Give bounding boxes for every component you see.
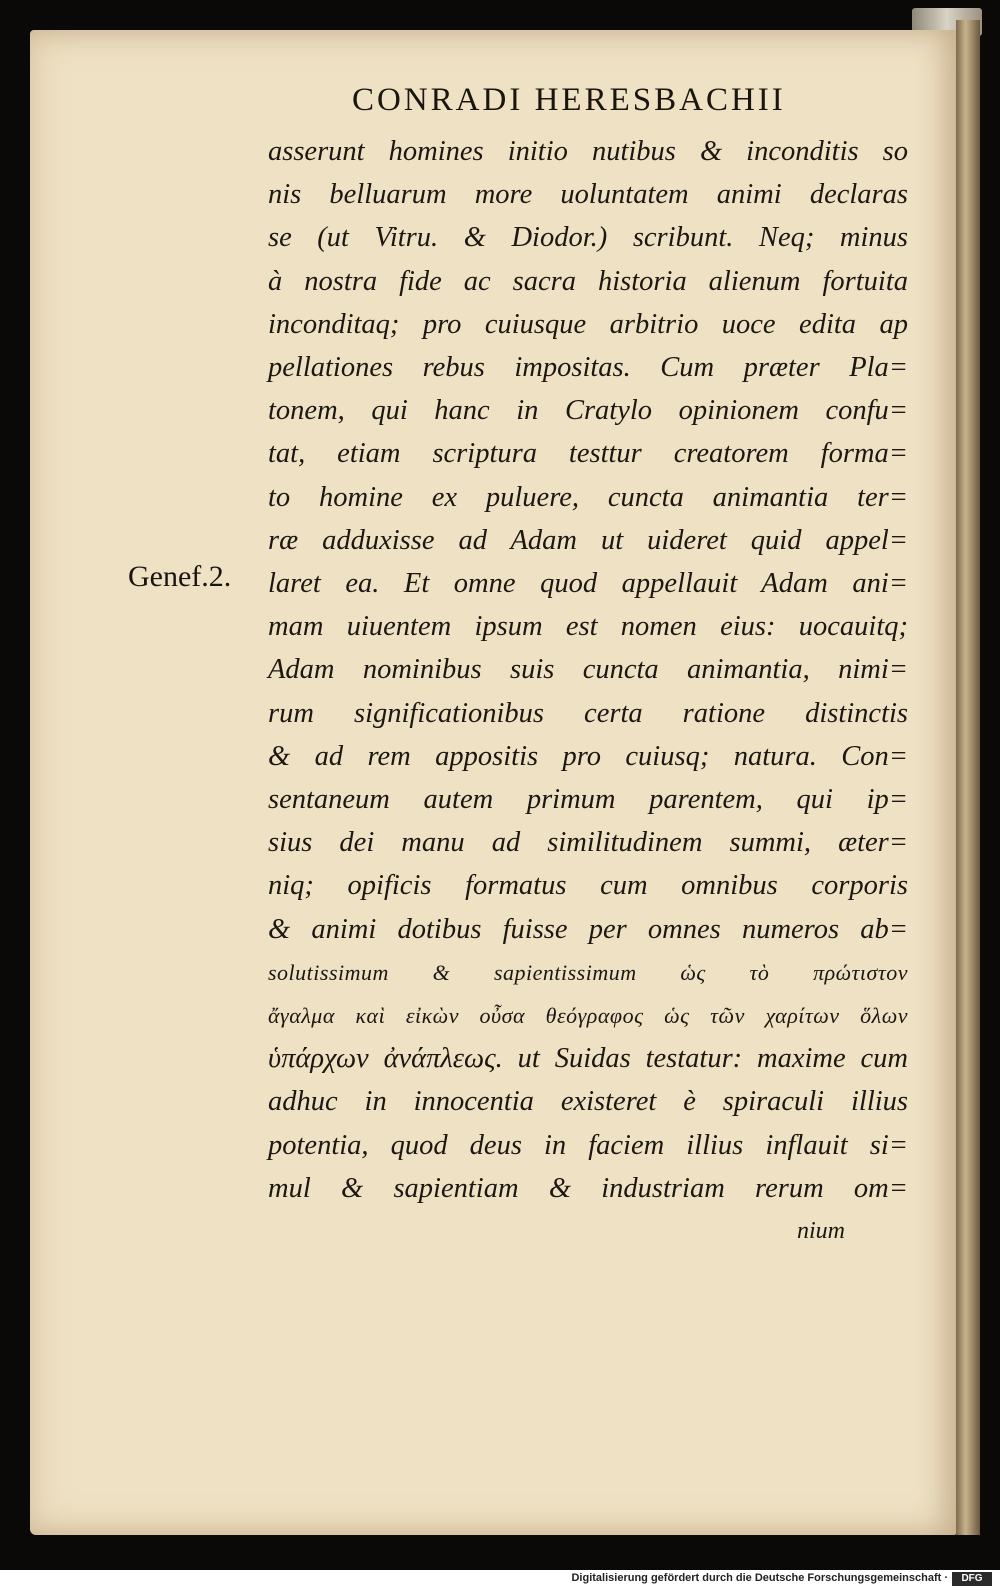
text-line: se (ut Vitru. & Diodor.) scribunt. Neq; minus xyxy=(268,222,908,254)
footer-bar xyxy=(0,1570,1000,1590)
dfg-logo: DFG xyxy=(952,1572,992,1586)
text-line: & animi dotibus fuisse per omnes numeros ab= xyxy=(268,913,908,945)
text-block xyxy=(268,130,908,1210)
text-line: niq; opificis formatus cum omnibus corporis xyxy=(268,870,908,902)
page-edge xyxy=(956,20,980,1535)
text-line: Adam nominibus suis cuncta animantia, nimi= xyxy=(268,654,908,686)
text-line: adhuc in innocentia existeret è spiraculi illius xyxy=(268,1086,908,1118)
text-line: pellationes rebus impositas. Cum præter Pla= xyxy=(268,352,908,384)
text-line: nis belluarum more uoluntatem animi declaras xyxy=(268,179,908,211)
text-line: sius dei manu ad similitudinem summi, æter= xyxy=(268,827,908,859)
funding-credit: Digitalisierung gefördert durch die Deutsche Forschungsgemeinschaft · xyxy=(571,1572,948,1584)
text-line: & ad rem appositis pro cuiusq; natura. Con= xyxy=(268,740,908,772)
text-line: sentaneum autem primum parentem, qui ip= xyxy=(268,784,908,816)
text-line: mul & sapientiam & industriam rerum om= xyxy=(268,1172,908,1204)
margin-note: Genef.2. xyxy=(128,560,232,593)
text-line: potentia, quod deus in faciem illius inflauit si= xyxy=(268,1129,908,1161)
text-line: to homine ex puluere, cuncta animantia ter= xyxy=(268,481,908,513)
text-line: mam uiuentem ipsum est nomen eius: uocauitq; xyxy=(268,611,908,643)
text-line: ræ adduxisse ad Adam ut uideret quid appel= xyxy=(268,524,908,556)
text-line: rum significationibus certa ratione distinctis xyxy=(268,697,908,729)
text-line: laret ea. Et omne quod appellauit Adam ani= xyxy=(268,568,908,600)
running-head: CONRADI HERESBACHII xyxy=(352,82,786,118)
text-line-greek: solutissimum & sapientissimum ὡς τὸ πρώτιστον xyxy=(268,959,908,985)
text-line: inconditaq; pro cuiusque arbitrio uoce edita ap xyxy=(268,308,908,340)
catchword: nium xyxy=(797,1218,845,1244)
text-line: asserunt homines initio nutibus & inconditis so xyxy=(268,136,908,167)
text-line: tat, etiam scriptura testtur creatorem forma= xyxy=(268,438,908,470)
text-line: à nostra fide ac sacra historia alienum fortuita xyxy=(268,265,908,297)
text-line: ὑπάρχων ἀνάπλεως. ut Suidas testatur: maxime cum xyxy=(268,1043,908,1075)
text-line-greek: ἄγαλμα καὶ εἰκὼν οὖσα θεόγραφος ὡς τῶν χαρίτων ὅλων xyxy=(268,1003,908,1029)
text-line: tonem, qui hanc in Cratylo opinionem confu= xyxy=(268,395,908,427)
